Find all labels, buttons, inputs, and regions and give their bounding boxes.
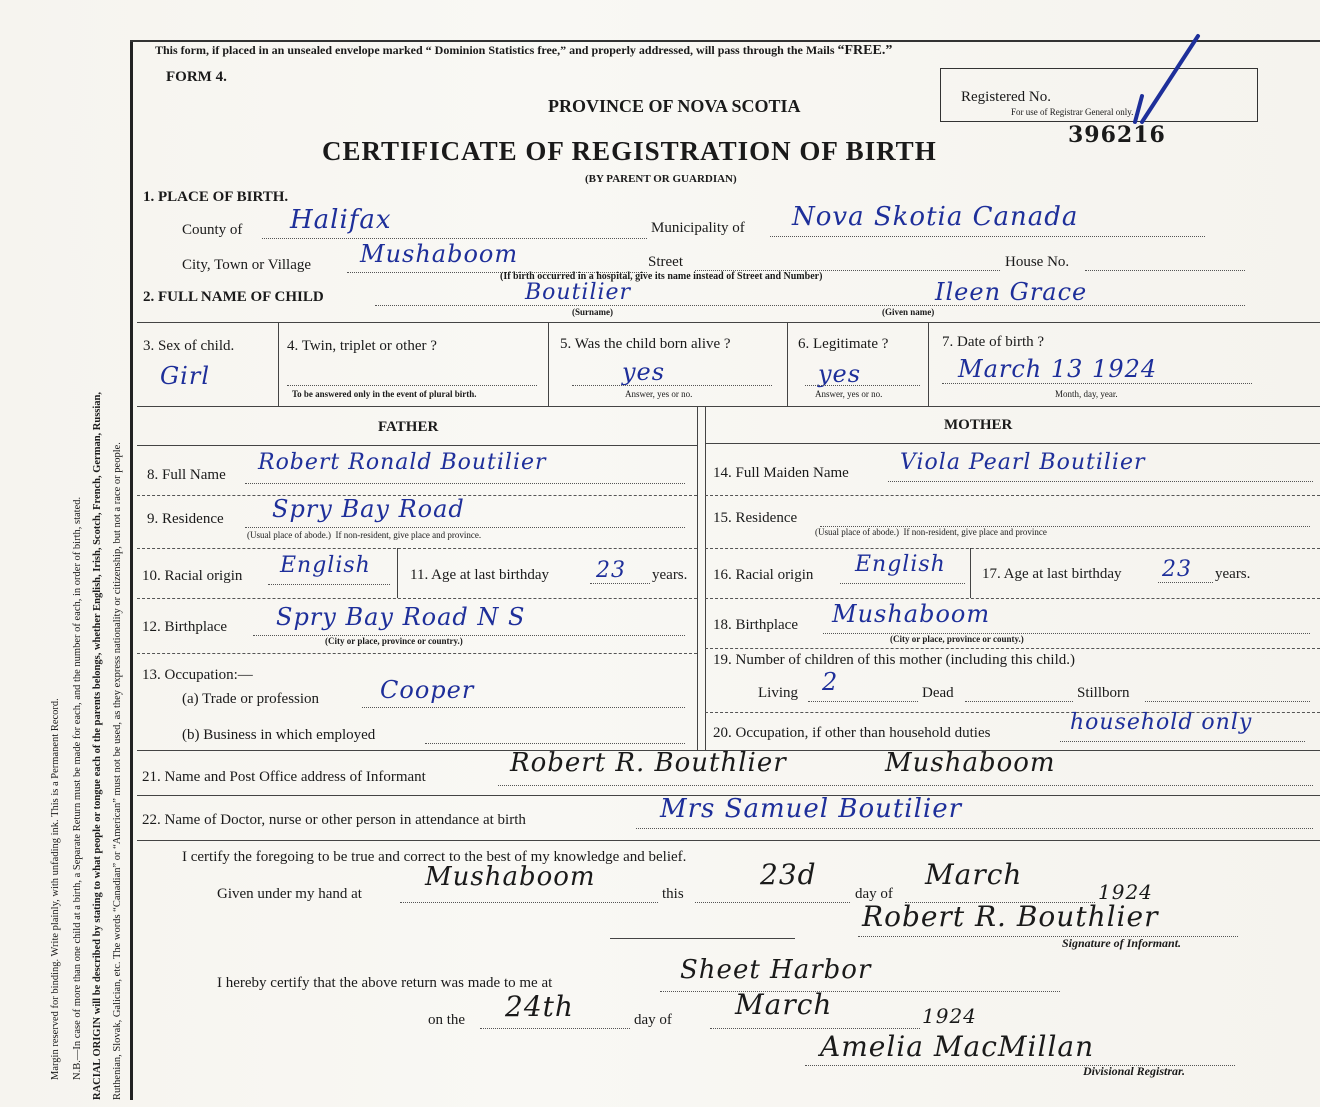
father-row-rule-2 — [137, 548, 697, 549]
sidebar-line-4: Ruthenian, Slovak, Galician, etc. The words “Canadian” or “American” must not be used, as they express nationality or citizenship, but not a race or people. — [112, 442, 123, 1100]
mother-residence-label: 15. Residence — [713, 510, 798, 526]
alive-line — [572, 385, 772, 386]
father-birthplace-note: (City or place, province or country.) — [325, 636, 463, 646]
father-trade-value: Cooper — [380, 676, 475, 704]
page-subtitle: (BY PARENT OR GUARDIAN) — [585, 173, 737, 185]
legitimate-note: Answer, yes or no. — [815, 389, 883, 399]
county-label: County of — [182, 222, 243, 238]
mother-occupation-value: household only — [1070, 710, 1253, 735]
alive-value: yes — [622, 358, 666, 386]
sidebar-line-1: Margin reserved for binding. Write plainly, with unfading ink. This is a Permanent Record. — [50, 698, 61, 1080]
certify-statement: I certify the foregoing to be true and correct to the best of my knowledge and belief. — [182, 849, 687, 865]
registrar-year-value: 1924 — [922, 1004, 977, 1028]
father-age-unit: years. — [652, 567, 688, 583]
alive-label: 5. Was the child born alive ? — [560, 336, 731, 352]
registrar-place-line — [660, 991, 1060, 992]
county-line — [262, 238, 647, 239]
mother-stillborn-label: Stillborn — [1077, 685, 1130, 701]
registered-note: For use of Registrar General only. — [1011, 107, 1134, 117]
father-row-rule-4 — [137, 653, 697, 654]
mother-birthplace-label: 18. Birthplace — [713, 617, 798, 633]
informant-address-value: Mushaboom — [885, 748, 1056, 778]
twin-line — [287, 385, 537, 386]
municipality-label: Municipality of — [651, 220, 745, 236]
given-month-value: March — [925, 858, 1023, 891]
sex-label: 3. Sex of child. — [143, 338, 235, 354]
mother-name-value: Viola Pearl Boutilier — [900, 450, 1146, 475]
father-mother-divider — [697, 406, 698, 750]
mother-dead-label: Dead — [922, 685, 954, 701]
child-given-name: Ileen Grace — [935, 278, 1088, 306]
col-divider-1 — [278, 322, 279, 406]
father-birthplace-value: Spry Bay Road N S — [276, 603, 526, 631]
child-name-line — [375, 305, 1245, 306]
father-residence-line — [245, 527, 685, 528]
informant-signature-caption: Signature of Informant. — [1062, 936, 1182, 950]
mother-row-rule-2 — [705, 548, 1320, 549]
city-value: Mushaboom — [360, 240, 519, 268]
mother-age-unit: years. — [1215, 566, 1251, 582]
alive-note: Answer, yes or no. — [625, 389, 693, 399]
child-surname: Boutilier — [525, 280, 632, 305]
row-divider-top — [137, 322, 1320, 323]
mother-racial-label: 16. Racial origin — [713, 567, 814, 583]
informant-label: 21. Name and Post Office address of Informant — [142, 769, 426, 785]
registrar-day-line — [480, 1028, 630, 1029]
given-place-value: Mushaboom — [425, 862, 596, 892]
margin-border — [130, 40, 133, 1100]
legitimate-line — [805, 385, 920, 386]
mother-row-rule-3 — [705, 598, 1320, 599]
father-name-line — [245, 483, 685, 484]
given-name-caption: (Given name) — [882, 307, 935, 317]
surname-caption: (Surname) — [572, 307, 613, 317]
doctor-line — [636, 828, 1313, 829]
child-name-label: 2. FULL NAME OF CHILD — [143, 289, 324, 305]
doctor-value: Mrs Samuel Boutilier — [660, 794, 963, 824]
row-divider-bottom — [137, 406, 1320, 407]
mother-children-label: 19. Number of children of this mother (including this child.) — [713, 652, 1076, 668]
legitimate-value: yes — [818, 360, 862, 388]
registered-number: 396216 — [1068, 122, 1166, 148]
mother-row-rule-1 — [705, 495, 1320, 496]
father-name-value: Robert Ronald Boutilier — [258, 450, 547, 475]
mother-heading-rule — [705, 443, 1320, 444]
registrar-signature: Amelia MacMillan — [820, 1030, 1095, 1063]
given-place-line — [400, 902, 658, 903]
mother-racial-value: English — [855, 552, 946, 577]
mother-birthplace-value: Mushaboom — [832, 600, 991, 628]
street-label: Street — [648, 254, 683, 270]
mother-name-line — [888, 481, 1313, 482]
mother-name-label: 14. Full Maiden Name — [713, 465, 849, 481]
father-residence-value: Spry Bay Road — [272, 495, 465, 523]
province-heading: PROVINCE OF NOVA SCOTIA — [548, 96, 801, 116]
mother-age-divider — [970, 548, 971, 598]
father-trade-line — [362, 707, 685, 708]
county-value: Halifax — [290, 205, 392, 235]
col-divider-3 — [787, 322, 788, 406]
house-line — [1085, 270, 1245, 271]
house-label: House No. — [1005, 254, 1070, 270]
given-day-of-label: day of — [855, 886, 893, 902]
registrar-day-value: 24th — [505, 990, 574, 1023]
mother-racial-line — [840, 583, 965, 584]
father-row-rule-3 — [137, 598, 697, 599]
dob-label: 7. Date of birth ? — [942, 334, 1045, 350]
father-occupation-label: 13. Occupation:— — [142, 667, 253, 683]
father-age-divider — [397, 548, 398, 598]
mother-age-line — [1158, 582, 1213, 583]
given-year-value: 1924 — [1098, 880, 1153, 904]
mother-age-label: 17. Age at last birthday — [982, 566, 1122, 582]
father-racial-line — [268, 584, 390, 585]
informant-name-value: Robert R. Bouthlier — [510, 748, 787, 778]
father-mother-divider-2 — [705, 406, 706, 750]
page-title: CERTIFICATE OF REGISTRATION OF BIRTH — [322, 136, 937, 166]
hospital-note: (If birth occurred in a hospital, give its name instead of Street and Number) — [500, 271, 823, 282]
dob-line — [942, 383, 1252, 384]
col-divider-4 — [928, 322, 929, 406]
mother-living-line — [808, 701, 918, 702]
mother-row-rule-4 — [705, 648, 1320, 649]
father-racial-label: 10. Racial origin — [142, 568, 243, 584]
mother-heading: MOTHER — [944, 417, 1013, 433]
mother-occupation-label: 20. Occupation, if other than household duties — [713, 725, 991, 741]
father-heading: FATHER — [378, 419, 439, 435]
on-the-label: on the — [428, 1012, 466, 1028]
twin-note: To be answered only in the event of plural birth. — [292, 389, 477, 399]
registrar-statement: I hereby certify that the above return was made to me at — [217, 975, 553, 991]
given-day-line — [695, 902, 850, 903]
legitimate-label: 6. Legitimate ? — [798, 336, 889, 352]
mother-occupation-line — [1060, 741, 1305, 742]
mother-dead-line — [965, 701, 1073, 702]
father-age-line — [590, 583, 650, 584]
mother-residence-note: (Usual place of abode.) If non-resident, give place and province — [815, 527, 1047, 537]
father-business-line — [425, 743, 685, 744]
registered-label: Registered No. — [961, 89, 1051, 105]
father-business-label: (b) Business in which employed — [182, 727, 376, 743]
municipality-value: Nova Skotia Canada — [792, 202, 1079, 232]
dob-note: Month, day, year. — [1055, 389, 1118, 399]
mother-living-value: 2 — [822, 668, 839, 696]
registrar-day-of-label: day of — [634, 1012, 672, 1028]
father-name-label: 8. Full Name — [147, 467, 226, 483]
mother-stillborn-line — [1145, 701, 1310, 702]
col-divider-2 — [548, 322, 549, 406]
father-residence-note: (Usual place of abode.) If non-resident, give place and province. — [247, 530, 482, 540]
informant-rule-bottom — [137, 840, 1320, 841]
form-number: FORM 4. — [166, 69, 227, 85]
mother-age-value: 23 — [1162, 557, 1192, 582]
registrar-signature-caption: Divisional Registrar. — [1083, 1064, 1186, 1078]
father-trade-label: (a) Trade or profession — [182, 691, 320, 707]
father-birthplace-line — [253, 635, 685, 636]
doctor-label: 22. Name of Doctor, nurse or other person in attendance at birth — [142, 812, 526, 828]
registrar-checkmark-icon — [1100, 30, 1210, 140]
twin-label: 4. Twin, triplet or other ? — [287, 338, 437, 354]
separator-rule — [610, 938, 795, 939]
mother-birthplace-note: (City or place, province or county.) — [890, 634, 1024, 644]
sidebar-line-3: RACIAL ORIGIN will be described by stating to what people or tongue each of the parents belongs, whether English, Irish, Scotch, French, German, Russian, — [92, 391, 103, 1100]
registrar-month-value: March — [735, 988, 833, 1021]
city-label: City, Town or Village — [182, 257, 312, 273]
father-residence-label: 9. Residence — [147, 511, 224, 527]
place-of-birth-label: 1. PLACE OF BIRTH. — [143, 189, 289, 205]
father-age-label: 11. Age at last birthday — [410, 567, 549, 583]
father-heading-rule — [137, 445, 697, 446]
sex-value: Girl — [160, 362, 210, 390]
informant-signature: Robert R. Bouthlier — [862, 900, 1159, 933]
dob-value: March 13 1924 — [958, 355, 1158, 383]
mother-living-label: Living — [758, 685, 798, 701]
municipality-line — [770, 236, 1205, 237]
registrar-place-value: Sheet Harbor — [680, 955, 872, 985]
mail-notice: This form, if placed in an unsealed envelope marked “ Dominion Statistics free,” and properly addressed, will pass through the Mails “FREE.” — [155, 43, 893, 58]
registered-number-box — [940, 68, 1258, 122]
registrar-month-line — [710, 1028, 920, 1029]
father-birthplace-label: 12. Birthplace — [142, 619, 227, 635]
sidebar-line-2: N.B.—In case of more than one child at a birth, a Separate Return must be made for each, and the number of each, in order of birth, stated. — [72, 496, 83, 1080]
given-label: Given under my hand at — [217, 886, 362, 902]
informant-line — [498, 785, 1313, 786]
father-racial-value: English — [280, 553, 371, 578]
given-day-value: 23d — [760, 858, 817, 891]
this-label: this — [662, 886, 684, 902]
father-age-value: 23 — [596, 558, 626, 583]
